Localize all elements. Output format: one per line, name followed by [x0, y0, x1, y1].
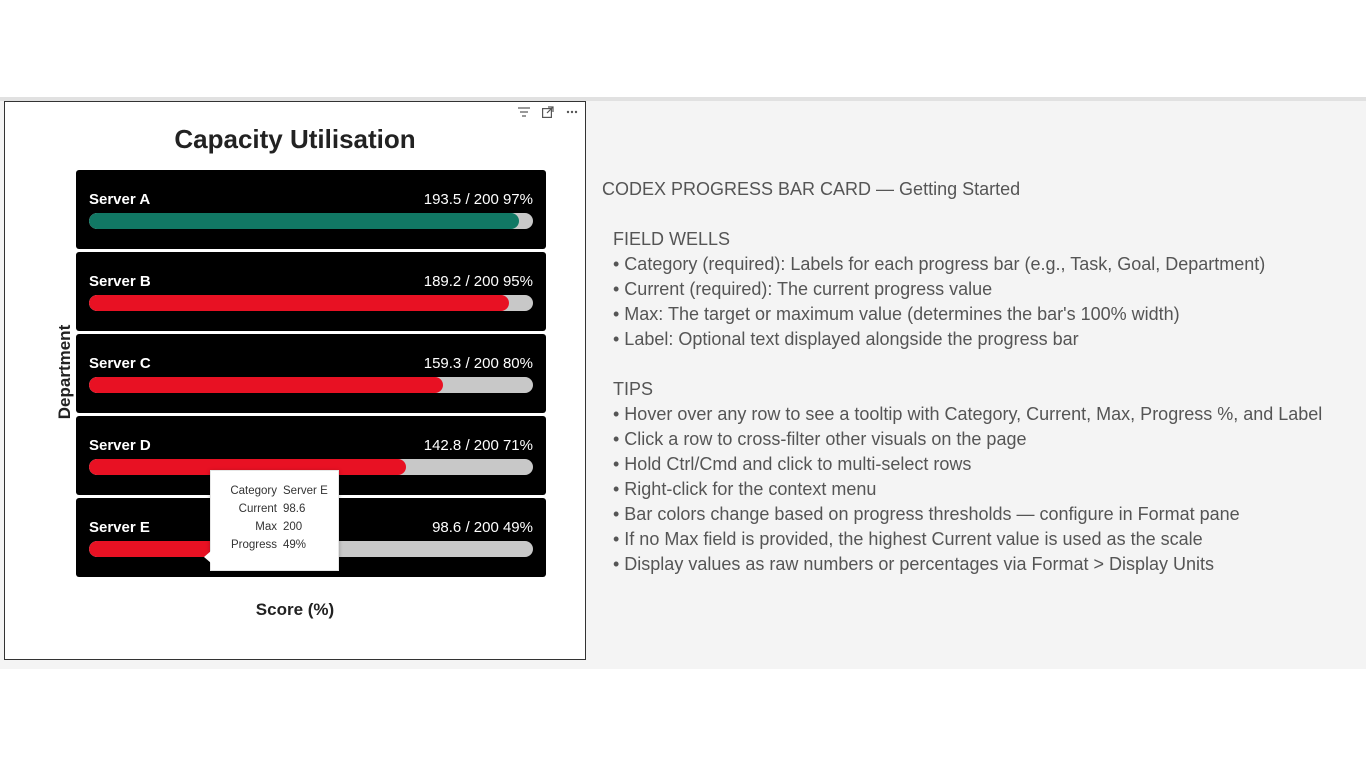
- tip-item: • Hold Ctrl/Cmd and click to multi-select rows: [613, 454, 972, 474]
- instructions-textbox: [602, 177, 1322, 577]
- focus-mode-icon[interactable]: [541, 105, 555, 119]
- tip-item: • Display values as raw numbers or percentages via Format > Display Units: [613, 554, 1215, 574]
- instructions-heading: CODEX PROGRESS BAR CARD — Getting Started: [602, 179, 1021, 199]
- progress-row-server-a[interactable]: [76, 170, 546, 249]
- row-value-label: 159.3 / 200 80%: [423, 355, 533, 372]
- progress-track: [89, 213, 533, 229]
- tips-title: TIPS: [613, 379, 654, 399]
- visual-header-toolbar: [517, 105, 579, 119]
- progress-fill: [89, 295, 509, 311]
- visual-title: Capacity Utilisation: [174, 124, 416, 154]
- tip-item: • Bar colors change based on progress thresholds — configure in Format pane: [613, 504, 1240, 524]
- progress-fill: [89, 213, 519, 229]
- hover-tooltip: [210, 470, 339, 571]
- tooltip-value: 49%: [283, 539, 307, 551]
- tooltip-value: 200: [283, 521, 303, 533]
- y-axis-label: Department: [55, 324, 74, 420]
- field-well-item: • Category (required): Labels for each progress bar (e.g., Task, Goal, Department): [613, 254, 1266, 274]
- tooltip-row: [211, 485, 338, 503]
- tip-item: • Right-click for the context menu: [613, 479, 877, 499]
- row-category: Server B: [89, 273, 151, 290]
- tooltip-key: Current: [238, 503, 277, 515]
- progress-bar-visual[interactable]: [4, 101, 586, 660]
- tooltip-key: Max: [255, 521, 277, 533]
- progress-fill: [89, 377, 443, 393]
- field-well-item: • Max: The target or maximum value (determines the bar's 100% width): [613, 304, 1180, 324]
- progress-row-server-c[interactable]: [76, 334, 546, 413]
- more-options-icon[interactable]: [565, 105, 579, 119]
- tooltip-row: [211, 521, 338, 539]
- field-well-item: • Label: Optional text displayed alongside the progress bar: [613, 329, 1079, 349]
- row-category: Server A: [89, 191, 151, 208]
- row-category: Server D: [89, 437, 151, 454]
- filter-icon[interactable]: [517, 105, 531, 119]
- row-category: Server E: [89, 519, 150, 536]
- top-band: [0, 0, 1366, 97]
- row-category: Server C: [89, 355, 151, 372]
- row-value-label: 142.8 / 200 71%: [423, 437, 533, 454]
- tip-item: • If no Max field is provided, the highest Current value is used as the scale: [613, 529, 1203, 549]
- tooltip-key: Progress: [230, 539, 277, 551]
- tooltip-row: [211, 539, 338, 557]
- progress-track: [89, 377, 533, 393]
- tooltip-key: Category: [230, 485, 277, 497]
- tip-item: • Click a row to cross-filter other visuals on the page: [613, 429, 1027, 449]
- x-axis-label: Score (%): [255, 600, 335, 619]
- tooltip-value: 98.6: [283, 503, 306, 515]
- tip-item: • Hover over any row to see a tooltip with Category, Current, Max, Progress %, and Label: [613, 404, 1323, 424]
- row-value-label: 189.2 / 200 95%: [423, 273, 533, 290]
- field-well-item: • Current (required): The current progress value: [613, 279, 993, 299]
- row-value-label: 193.5 / 200 97%: [423, 191, 533, 208]
- progress-row-server-b[interactable]: [76, 252, 546, 331]
- progress-track: [89, 295, 533, 311]
- tooltip-row: [211, 503, 338, 521]
- field-wells-title: FIELD WELLS: [613, 229, 731, 249]
- tooltip-value: Server E: [283, 485, 328, 497]
- bottom-band: [0, 669, 1366, 768]
- field-wells-section: [602, 227, 1322, 577]
- row-value-label: 98.6 / 200 49%: [432, 519, 533, 536]
